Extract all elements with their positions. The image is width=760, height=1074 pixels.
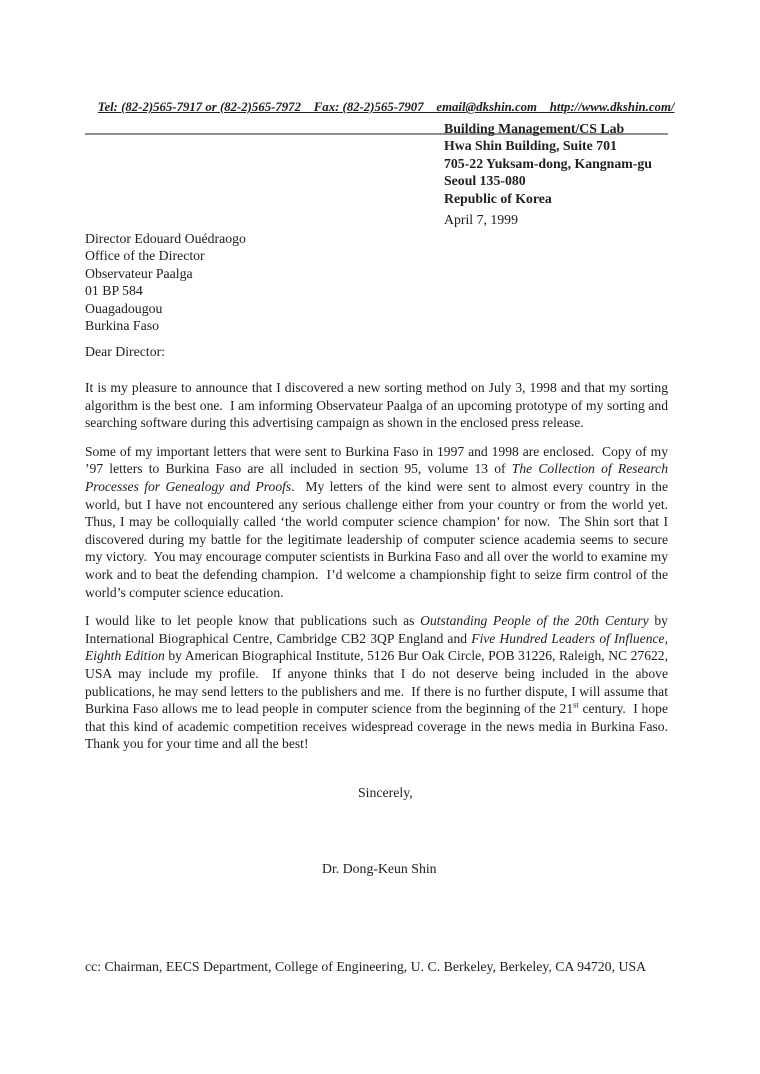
paragraph-run-regular: by American Biographical Institute, 5126 Bur Oak Circle, POB 31226, Raleigh, NC 27622, USA may include my profile. If anyone thinks that I do not deserve being included in the above publications, he may send letters to the publishers and me. If there is no further dispute, I will assume that Burkina Faso allows me to lead people in computer science from the beginning of the 21 <box>85 648 672 717</box>
recipient-address-line: 01 BP 584 <box>85 283 143 299</box>
paragraph-run-italic: The Collection of Research Processes for Genealogy and Proofs <box>85 461 672 494</box>
letter-date: April 7, 1999 <box>444 212 518 227</box>
recipient-address-line: Observateur Paalga <box>85 265 193 281</box>
recipient-address-line: Burkina Faso <box>85 318 159 334</box>
sender-address-line: 705-22 Yuksam-dong, Kangnam-gu <box>444 155 652 171</box>
recipient-address-line: Ouagadougou <box>85 300 163 316</box>
paragraph-run-regular: It is my pleasure to announce that I discovered a new sorting method on July 3, 1998 and that my sorting algorithm is the best one. I am informing Observateur Paalga of an upcoming prototype of my sorting and searching software during this advertising campaign as shown in the enclosed press release. <box>85 380 672 431</box>
body-paragraph <box>85 612 675 753</box>
salutation: Dear Director: <box>85 344 166 359</box>
paragraph-run-regular: century. I hope that this kind of academic competition receives widespread coverage in the news media in Burkina Faso. Thank you for your time and all the best! <box>85 701 675 752</box>
signature-name: Dr. Dong-Keun Shin <box>322 861 437 876</box>
letter-body <box>85 379 675 764</box>
sender-address-line: Building Management/CS Lab <box>444 121 625 136</box>
recipient-address-line: Director Edouard Ouédraogo <box>85 231 246 246</box>
recipient-address-line: Office of the Director <box>85 248 205 264</box>
sender-address-line: Seoul 135-080 <box>444 173 526 189</box>
paragraph-run-regular: . My letters of the kind were sent to almost every country in the world, but I have not encountered any serious challenge either from your country or from the world yet. Thus, I may be colloquially called ‘the world computer science champion’ for now. The Shin sort that I discovered during my battle for the legitimate leadership of computer science academia seems to secure my victory. You may encourage computer scientists in Burkina Faso and all over the world to examine my work and to beat the defending champion. I’d welcome a championship fight to seize firm control of the world’s computer science education. <box>85 478 675 600</box>
paragraph-run-italic: Five Hundred Leaders of Influence, Eighth Edition <box>85 630 672 664</box>
cc-line: cc: Chairman, EECS Department, College of Engineering, U. C. Berkeley, Berkeley, CA 94720, USA <box>85 959 647 974</box>
sender-address-line: Republic of Korea <box>444 190 552 206</box>
sender-address-block <box>444 120 652 207</box>
letterhead-contact-line: Tel: (82-2)565-7917 or (82-2)565-7972 Fax: (82-2)565-7907 email@dkshin.com http://www.dkshin.com/ <box>97 100 675 114</box>
body-paragraph <box>85 379 672 432</box>
sender-address-line: Hwa Shin Building, Suite 701 <box>444 138 617 154</box>
paragraph-run-superscript: st <box>573 699 579 710</box>
closing: Sincerely, <box>358 785 413 800</box>
paragraph-run-italic: Outstanding People of the 20th Century <box>420 613 649 629</box>
body-paragraph <box>85 443 675 601</box>
paragraph-run-regular: Some of my important letters that were sent to Burkina Faso in 1997 and 1998 are enclosed. Copy of my ’97 letters to Burkina Faso are all included in section 95, volume 13 of <box>85 443 672 477</box>
paragraph-run-regular: by International Biographical Centre, Cambridge CB2 3QP England and <box>85 613 672 646</box>
paragraph-run-regular: I would like to let people know that publications such as <box>85 613 421 629</box>
recipient-address-block <box>85 230 246 334</box>
